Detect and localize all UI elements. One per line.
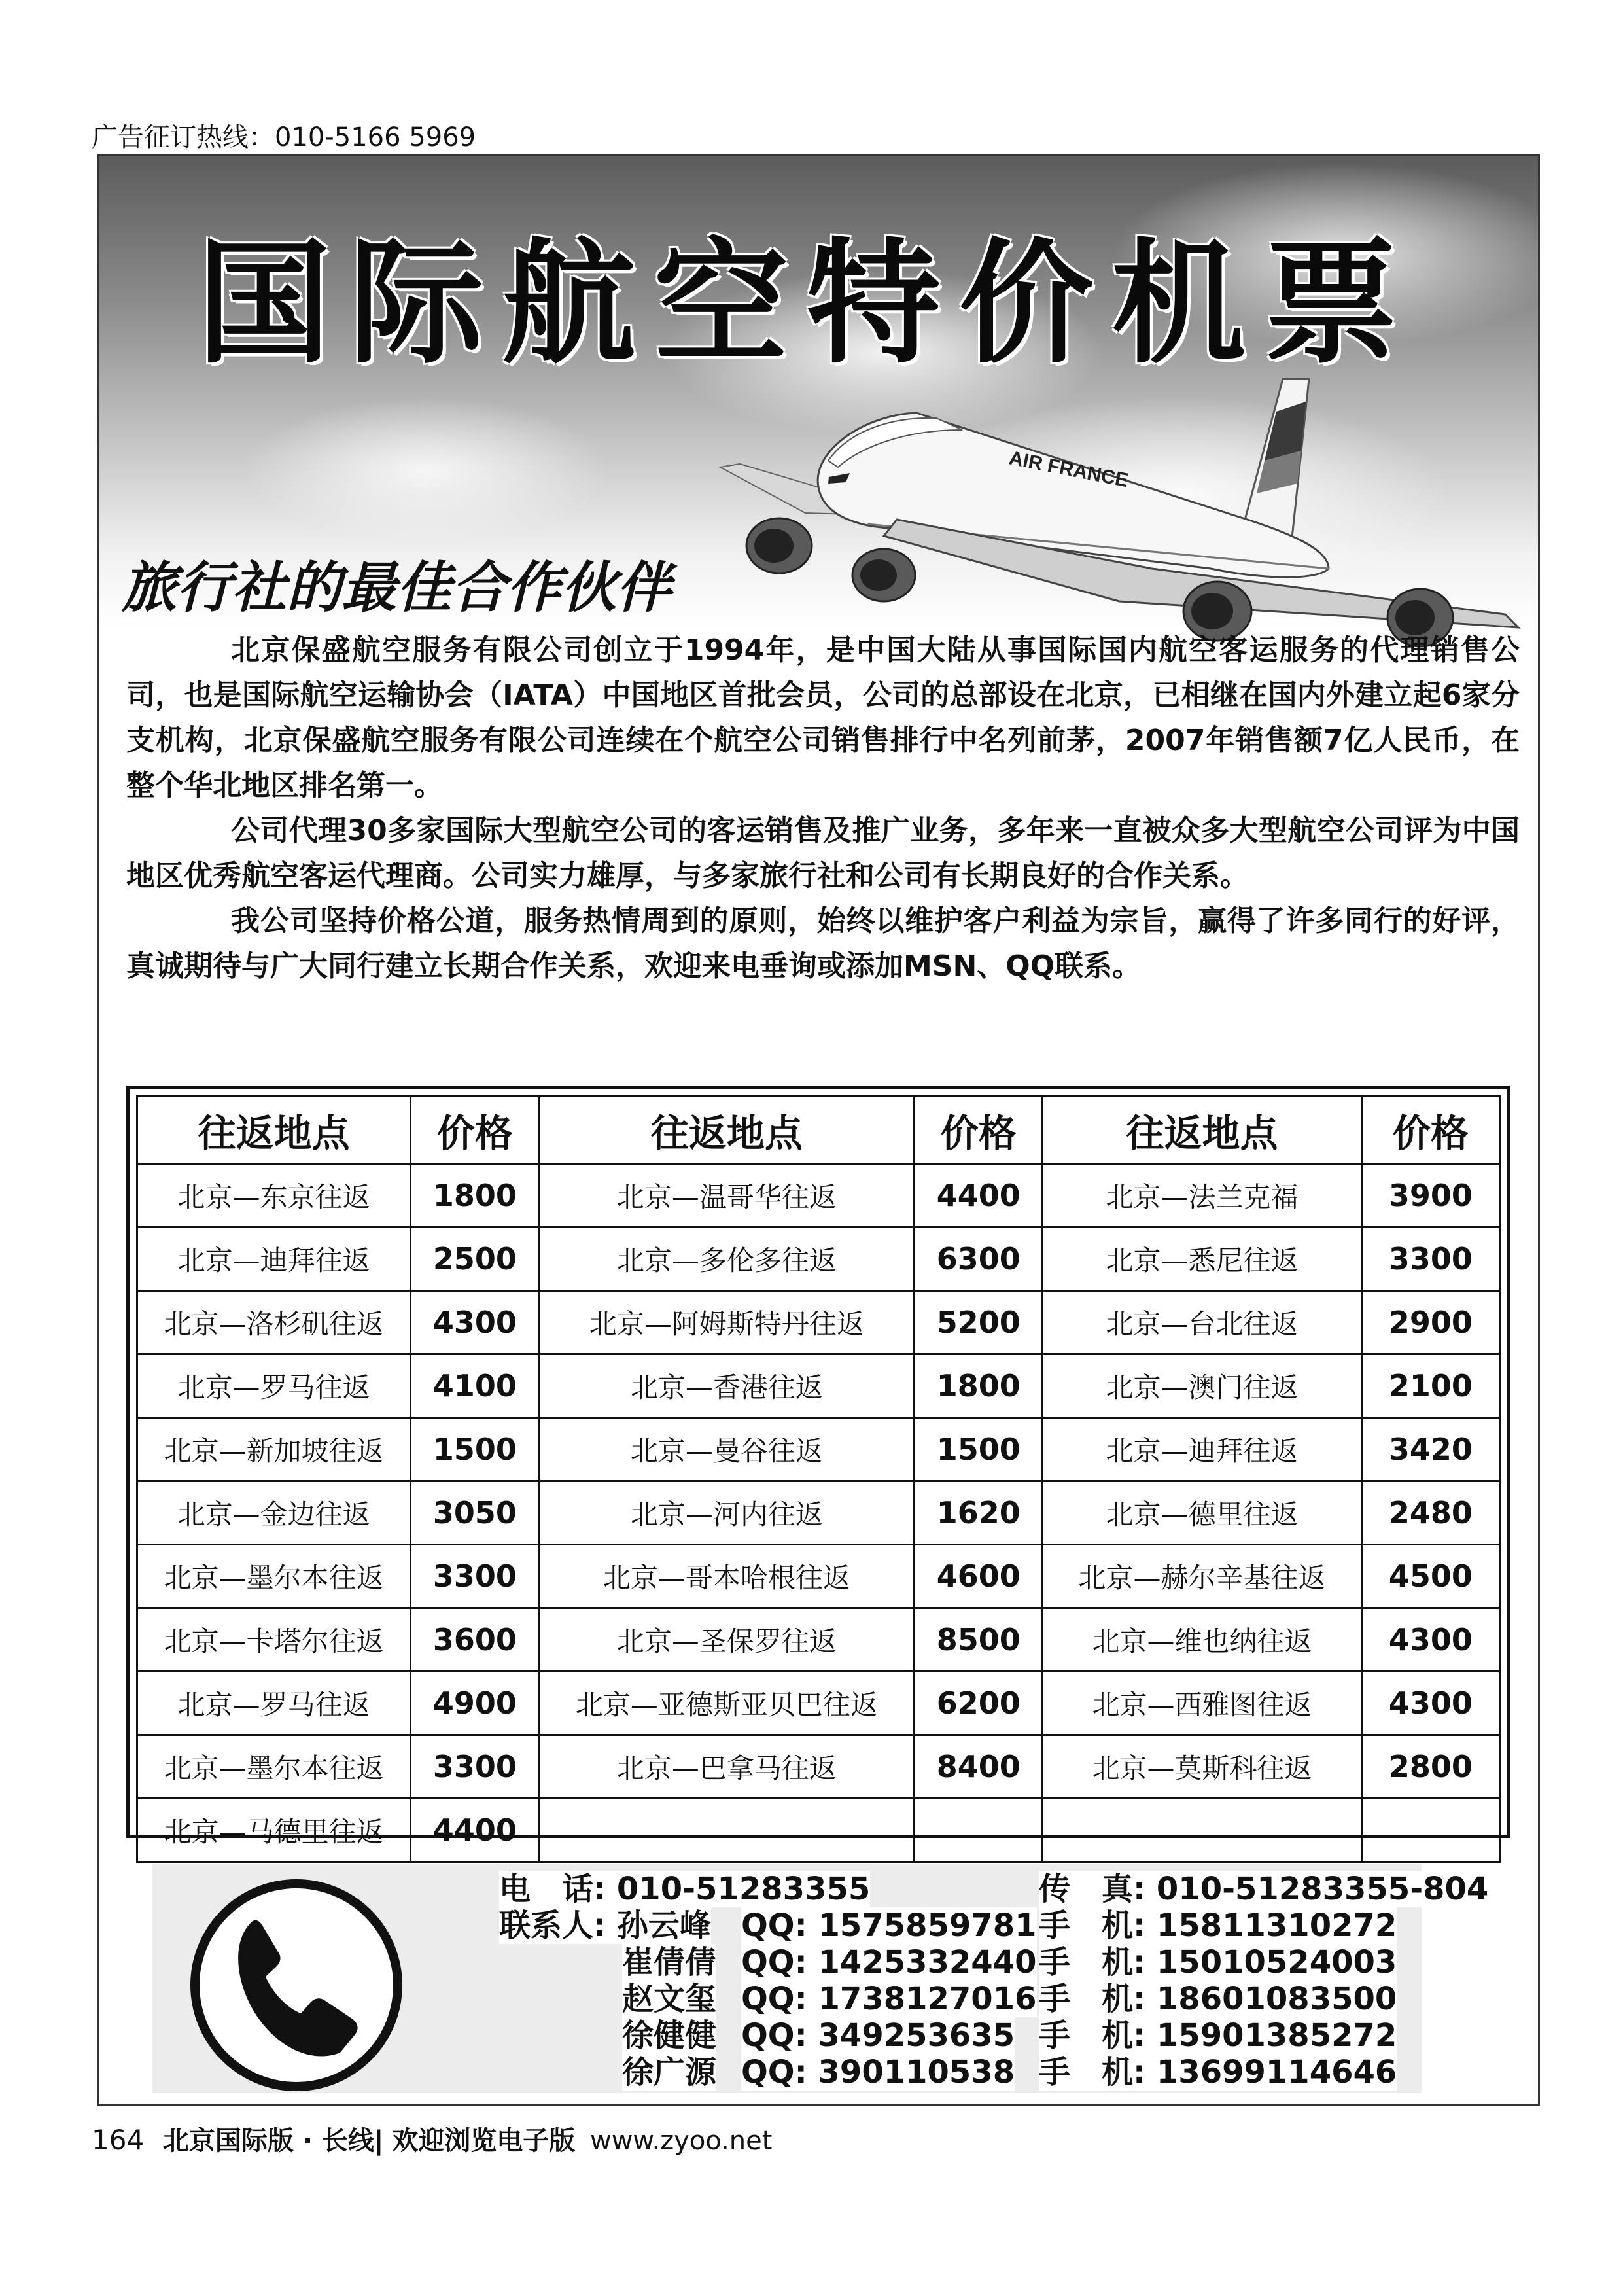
price-cell: 5200 (915, 1291, 1043, 1354)
route-cell: 北京—维也纳往返 (1043, 1608, 1361, 1672)
route-cell: 北京—卡塔尔往返 (137, 1608, 411, 1672)
contact-person: 赵文玺 (622, 1981, 717, 2017)
intro-paragraph: 北京保盛航空服务有限公司创立于1994年，是中国大陆从事国际国内航空客运服务的代理销售公司，也是国际航空运输协会（IATA）中国地区首批会员，公司的总部设在北京，已相继在国内外建立起6家分支机构，北京保盛航空服务有限公司连续在个航空公司销售排行中名列前茅，2007年销售额7亿人民币，在整个华北地区排名第一。 (126, 633, 1520, 802)
price-table (136, 1095, 1501, 1863)
contact-mobile: 手 机: 15901385272 (1039, 2017, 1397, 2054)
price-cell (915, 1799, 1043, 1862)
contact-mobile: 手 机: 18601083500 (1039, 1981, 1397, 2017)
contact-person: 徐广源 (622, 2054, 717, 2091)
header-route: 往返地点 (1043, 1097, 1361, 1164)
route-cell: 北京—亚德斯亚贝巴往返 (539, 1672, 915, 1735)
price-cell (1361, 1799, 1499, 1862)
price-cell: 3300 (411, 1735, 539, 1799)
route-cell: 北京—罗马往返 (137, 1672, 411, 1735)
engine (852, 549, 915, 601)
price-cell: 4300 (1361, 1672, 1499, 1735)
route-cell: 北京—圣保罗往返 (539, 1608, 915, 1672)
table-header-row (137, 1097, 1500, 1164)
table-row (137, 1291, 1500, 1354)
hero-banner (99, 156, 1538, 627)
route-cell: 北京—新加坡往返 (137, 1418, 411, 1481)
airplane-livery: AIR FRANCE (1007, 447, 1130, 492)
route-cell: 北京—曼谷往返 (539, 1418, 915, 1481)
table-row (137, 1545, 1500, 1608)
table-row (137, 1672, 1500, 1735)
advertisement-frame (97, 154, 1540, 2106)
table-row (137, 1735, 1500, 1799)
price-cell: 4300 (1361, 1608, 1499, 1672)
header-price: 价格 (411, 1097, 539, 1164)
price-cell: 2500 (411, 1227, 539, 1291)
price-cell: 2480 (1361, 1481, 1499, 1545)
price-cell: 2100 (1361, 1354, 1499, 1418)
route-cell: 北京—德里往返 (1043, 1481, 1361, 1545)
contact-qq: QQ: 390110538 (741, 2054, 1015, 2091)
route-cell: 北京—莫斯科往返 (1043, 1735, 1361, 1799)
price-cell: 4500 (1361, 1545, 1499, 1608)
price-table-body (137, 1164, 1500, 1862)
intro-paragraph: 我公司坚持价格公道，服务热情周到的原则，始终以维护客户利益为宗旨，赢得了许多同行的好评，真诚期待与广大同行建立长期合作关系，欢迎来电垂询或添加MSN、QQ联系。 (126, 904, 1520, 983)
contact-mobile: 手 机: 15811310272 (1039, 1907, 1397, 1944)
route-cell (539, 1799, 915, 1862)
price-cell: 8500 (915, 1608, 1043, 1672)
footer-tagline: 欢迎浏览电子版 (392, 2126, 576, 2156)
contact-panel (152, 1864, 1489, 2093)
price-cell: 4100 (411, 1354, 539, 1418)
route-cell: 北京—墨尔本往返 (137, 1735, 411, 1799)
contact-qq: QQ: 1575859781 (741, 1907, 1037, 1944)
price-cell: 1620 (915, 1481, 1043, 1545)
route-cell: 北京—金边往返 (137, 1481, 411, 1545)
route-cell: 北京—墨尔本往返 (137, 1545, 411, 1608)
price-cell: 4900 (411, 1672, 539, 1735)
price-cell: 2800 (1361, 1735, 1499, 1799)
slogan: 旅行社的最佳合作伙伴 (122, 556, 672, 620)
route-cell: 北京—法兰克福 (1043, 1164, 1361, 1227)
route-cell: 北京—马德里往返 (137, 1799, 411, 1862)
price-cell: 3600 (411, 1608, 539, 1672)
route-cell: 北京—澳门往返 (1043, 1354, 1361, 1418)
route-cell: 北京—多伦多往返 (539, 1227, 915, 1291)
price-cell: 1500 (915, 1418, 1043, 1481)
table-row (137, 1227, 1500, 1291)
contact-person: 徐健健 (622, 2017, 717, 2054)
table-row (137, 1164, 1500, 1227)
intro-paragraph: 公司代理30多家国际大型航空公司的客运销售及推广业务，多年来一直被众多大型航空公司评为中国地区优秀航空客运代理商。公司实力雄厚，与多家旅行社和公司有长期良好的合作关系。 (126, 814, 1520, 892)
route-cell: 北京—西雅图往返 (1043, 1672, 1361, 1735)
website-link[interactable]: www.zyoo.net (589, 2126, 773, 2156)
price-cell: 4300 (411, 1291, 539, 1354)
telephone-icon (188, 1877, 404, 2093)
price-cell: 3900 (1361, 1164, 1499, 1227)
header-route: 往返地点 (137, 1097, 411, 1164)
price-cell: 1800 (411, 1164, 539, 1227)
price-cell: 4400 (411, 1799, 539, 1862)
table-row (137, 1418, 1500, 1481)
header-price: 价格 (1361, 1097, 1499, 1164)
airplane-image (701, 353, 1538, 654)
route-cell: 北京—赫尔辛基往返 (1043, 1545, 1361, 1608)
table-row (137, 1481, 1500, 1545)
table-row (137, 1799, 1500, 1862)
price-cell: 6200 (915, 1672, 1043, 1735)
page-number: 164 (92, 2124, 145, 2156)
price-cell: 3300 (411, 1545, 539, 1608)
main-title: 国际航空特价机票 (197, 225, 1416, 382)
contact-qq: QQ: 349253635 (741, 2017, 1015, 2054)
page-footer (92, 2120, 772, 2157)
price-cell: 6300 (915, 1227, 1043, 1291)
price-cell: 3300 (1361, 1227, 1499, 1291)
price-cell: 4600 (915, 1545, 1043, 1608)
ad-hotline: 广告征订热线：010-5166 5969 (92, 122, 476, 152)
route-cell (1043, 1799, 1361, 1862)
route-cell: 北京—哥本哈根往返 (539, 1545, 915, 1608)
route-cell: 北京—阿姆斯特丹往返 (539, 1291, 915, 1354)
contact-person: 崔倩倩 (622, 1944, 717, 1981)
route-cell: 北京—迪拜往返 (1043, 1418, 1361, 1481)
price-cell: 4400 (915, 1164, 1043, 1227)
contact-fax: 传 真: 010-51283355-804 (1039, 1871, 1489, 1907)
header-route: 往返地点 (539, 1097, 915, 1164)
contact-mobile: 手 机: 13699114646 (1039, 2054, 1397, 2091)
price-cell: 1500 (411, 1418, 539, 1481)
engine (746, 518, 812, 573)
price-cell: 3050 (411, 1481, 539, 1545)
route-cell: 北京—温哥华往返 (539, 1164, 915, 1227)
price-table-container (126, 1086, 1510, 1848)
route-cell: 北京—悉尼往返 (1043, 1227, 1361, 1291)
company-intro (126, 627, 1520, 989)
route-cell: 北京—香港往返 (539, 1354, 915, 1418)
table-row (137, 1608, 1500, 1672)
price-cell: 2900 (1361, 1291, 1499, 1354)
price-cell: 8400 (915, 1735, 1043, 1799)
publication-name: 北京国际版 · 长线| (162, 2126, 384, 2156)
route-cell: 北京—罗马往返 (137, 1354, 411, 1418)
route-cell: 北京—洛杉矶往返 (137, 1291, 411, 1354)
price-cell: 3420 (1361, 1418, 1499, 1481)
contact-qq: QQ: 1738127016 (741, 1981, 1037, 2017)
route-cell: 北京—东京往返 (137, 1164, 411, 1227)
route-cell: 北京—迪拜往返 (137, 1227, 411, 1291)
price-cell: 1800 (915, 1354, 1043, 1418)
route-cell: 北京—河内往返 (539, 1481, 915, 1545)
route-cell: 北京—巴拿马往返 (539, 1735, 915, 1799)
header-price: 价格 (915, 1097, 1043, 1164)
contact-qq: QQ: 1425332440 (741, 1944, 1037, 1981)
contact-mobile: 手 机: 15010524003 (1039, 1944, 1397, 1981)
contact-person: 联系人: 孙云峰 (499, 1907, 711, 1944)
contact-phone: 电 话: 010-51283355 (499, 1871, 871, 1907)
route-cell: 北京—台北往返 (1043, 1291, 1361, 1354)
table-row (137, 1354, 1500, 1418)
